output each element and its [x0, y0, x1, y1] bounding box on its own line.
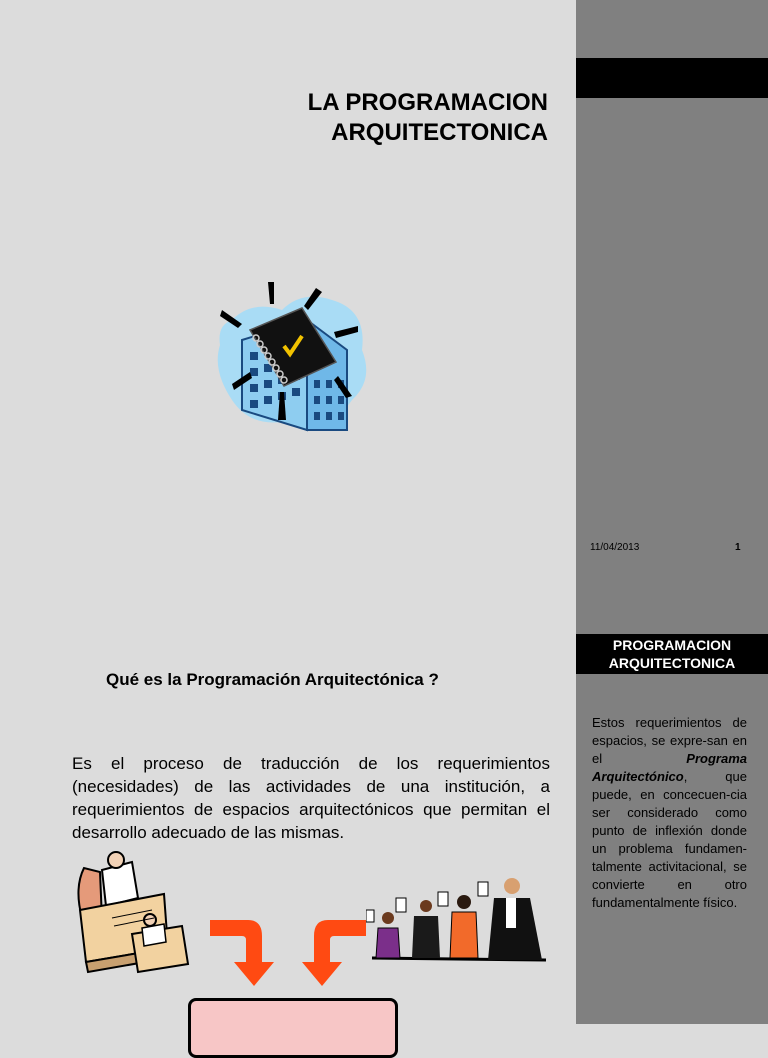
sidebar-text-after: , que puede, en concecuen-cia ser considerado como punto de inflexión donde un problema fundamen-talmente activitacional, se convierte en otro fundamentalmente físico. [592, 769, 747, 910]
person-3 [450, 882, 488, 958]
office-worker-illustration [72, 848, 202, 978]
sidebar-panel [576, 0, 768, 1024]
slide-date: 11/04/2013 [590, 542, 640, 553]
question-heading: Qué es la Programación Arquitectónica ? [106, 670, 439, 689]
sidebar-text-emphasis: Programa Arquitectónico [592, 751, 747, 784]
sidebar-text-before: Estos requerimientos de espacios, se expre-san en el [592, 715, 747, 766]
sidebar-heading-line-1: PROGRAMACION [612, 637, 732, 653]
slide-title [128, 88, 548, 148]
person-1 [366, 910, 400, 958]
arrow-left-down-icon [302, 920, 366, 986]
sidebar-heading [576, 634, 768, 674]
sidebar-top-bar [576, 58, 768, 98]
definition-paragraph: Es el proceso de traducción de los requerimientos (necesidades) de las actividades de una institución, a requerimientos de espacios arquitectónicos que permitan el desarrollo adecuado de las mismas. [72, 754, 550, 842]
building-notebook-illustration [212, 280, 374, 436]
result-box [188, 998, 398, 1058]
arrow-right-down-icon [210, 920, 274, 986]
sidebar-heading-line-2: ARQUITECTONICA [608, 655, 736, 671]
sidebar-paragraph [592, 714, 747, 912]
person-2 [396, 892, 448, 958]
person-4 [488, 878, 542, 960]
page-number: 1 [735, 542, 741, 553]
voting-people-illustration [366, 872, 548, 962]
convergence-arrows [208, 914, 368, 994]
title-line-1: LA PROGRAMACION [307, 89, 548, 116]
title-line-2: ARQUITECTONICA [331, 119, 548, 146]
